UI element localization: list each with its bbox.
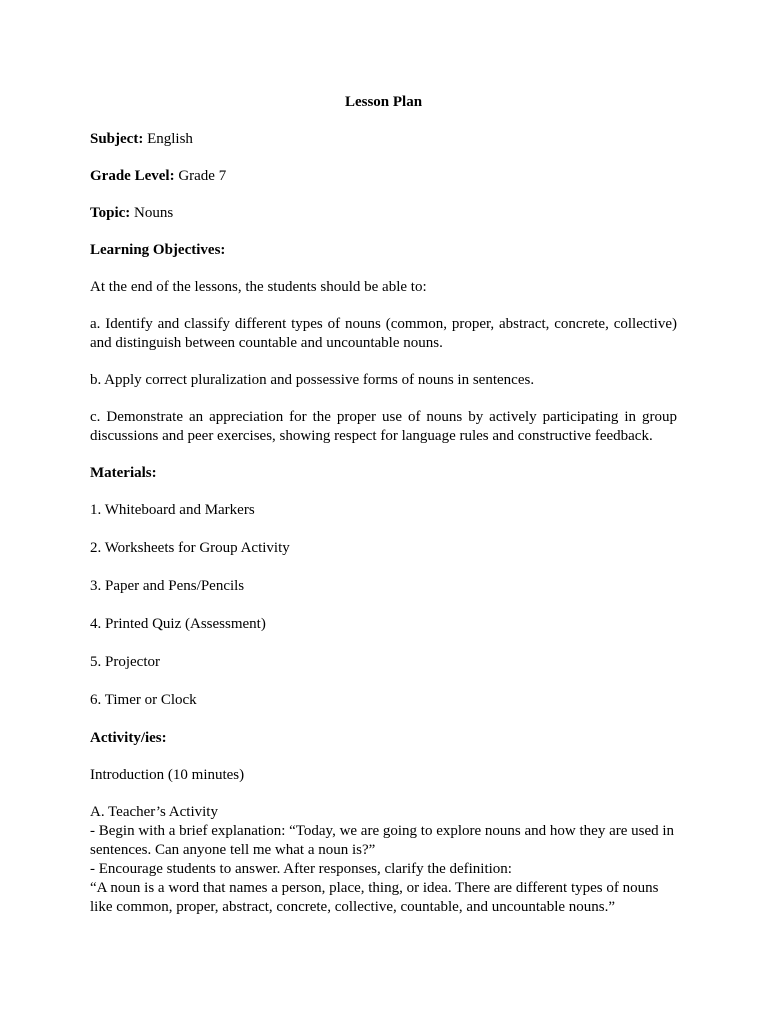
material-item: 6. Timer or Clock [90, 692, 197, 708]
material-item: 3. Paper and Pens/Pencils [90, 578, 245, 594]
teacher-activity-quote: “A noun is a word that names a person, place, thing, or idea. There are different types of nouns like common, proper, abstract, concrete, collective, countable, and uncountable nouns.” [90, 880, 659, 915]
subject-line [90, 130, 677, 149]
activities-heading: Activity/ies: [90, 730, 167, 746]
objective-a: a. Identify and classify different types of nouns (common, proper, abstract, concrete, collective) and distinguish between countable and uncountable nouns. [90, 316, 677, 351]
objectives-heading: Learning Objectives: [90, 242, 226, 258]
grade-level-line [90, 167, 677, 186]
material-item: 1. Whiteboard and Markers [90, 502, 255, 518]
document-page [90, 93, 677, 917]
grade-level-label: Grade Level: [90, 168, 175, 184]
topic-value: Nouns [134, 205, 174, 221]
material-item: 4. Printed Quiz (Assessment) [90, 616, 266, 632]
objectives-intro: At the end of the lessons, the students should be able to: [90, 279, 427, 295]
grade-level-value: Grade 7 [178, 168, 227, 184]
teacher-activity-block [90, 803, 677, 917]
material-item: 5. Projector [90, 654, 160, 670]
topic-line [90, 204, 677, 223]
introduction-line: Introduction (10 minutes) [90, 767, 245, 783]
teacher-activity-line: - Encourage students to answer. After responses, clarify the definition: [90, 861, 512, 877]
document-title: Lesson Plan [344, 94, 423, 110]
teacher-activity-heading: A. Teacher’s Activity [90, 804, 218, 820]
teacher-activity-line: - Begin with a brief explanation: “Today, we are going to explore nouns and how they are used in sentences. Can anyone tell me what a noun is?” [90, 823, 675, 858]
material-item: 2. Worksheets for Group Activity [90, 540, 290, 556]
topic-label: Topic: [90, 205, 131, 221]
subject-value: English [147, 131, 193, 147]
objective-c: c. Demonstrate an appreciation for the proper use of nouns by actively participating in group discussions and peer exercises, showing respect for language rules and constructive feedback. [90, 409, 677, 444]
objective-b: b. Apply correct pluralization and possessive forms of nouns in sentences. [90, 372, 535, 388]
materials-heading: Materials: [90, 465, 157, 481]
subject-label: Subject: [90, 131, 144, 147]
